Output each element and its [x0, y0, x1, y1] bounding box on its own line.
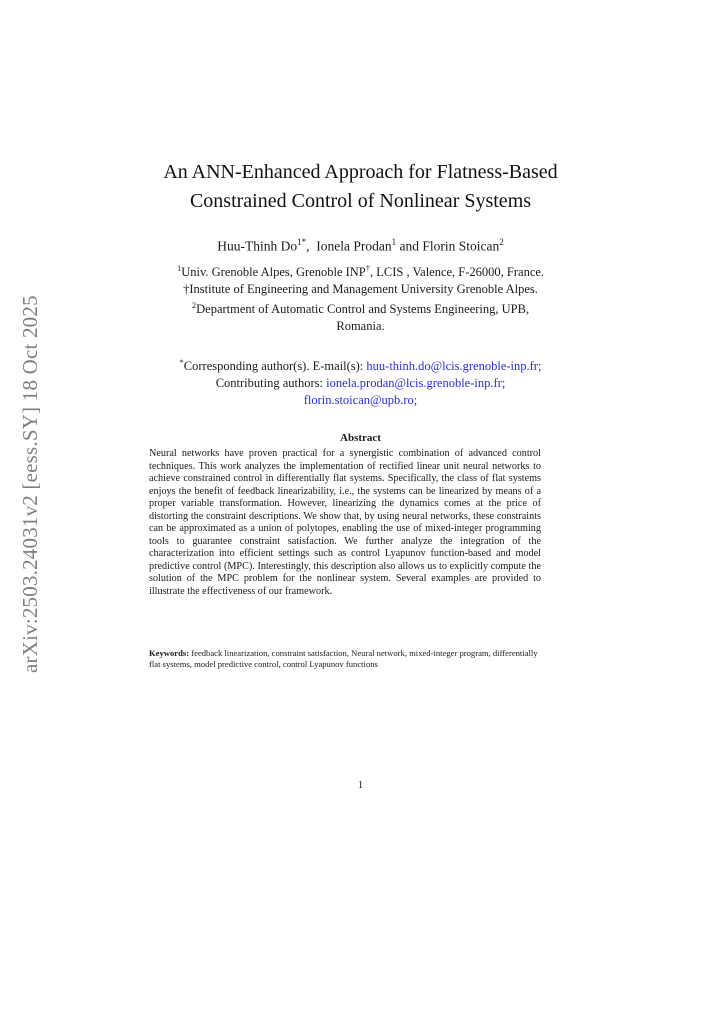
email-link-2[interactable]: ionela.prodan@lcis.grenoble-inp.fr; — [326, 376, 506, 391]
affiliation-1-text: Univ. Grenoble Alpes, Grenoble INP — [181, 265, 366, 280]
author-1: Huu-Thinh Do — [217, 238, 298, 254]
contributing-label: Contributing authors: — [215, 376, 323, 391]
affiliations — [0, 260, 721, 334]
keywords-text: feedback linearization, constraint satisfaction, Neural network, mixed-integer program, differentially flat systems, model predictive control, control Lyapunov functions — [149, 648, 538, 669]
affiliation-2-marker: 2 — [191, 300, 197, 311]
correspondence — [0, 354, 721, 409]
author-and: and — [399, 238, 419, 254]
author-3-marker: 2 — [499, 237, 504, 247]
keywords — [149, 648, 549, 669]
paper-title — [0, 158, 721, 216]
affiliation-2 — [0, 297, 721, 318]
author-3: Florin Stoican — [422, 238, 500, 254]
affiliation-2-cont: Romania. — [336, 318, 385, 333]
affiliation-1-dagger: † — [365, 263, 371, 273]
page-number: 1 — [357, 779, 364, 791]
email-link-3[interactable]: florin.stoican@upb.ro; — [303, 393, 418, 408]
author-list: Huu-Thinh $Do^{1*}$, Ionela Prodan$^1$ and Florin Stoican$^2$ — [217, 237, 504, 254]
corresponding-star: * — [179, 357, 184, 367]
email-link-1[interactable]: huu-thinh.do@lcis.grenoble-inp.fr; — [366, 359, 542, 374]
title-line-1: An ANN-Enhanced Approach for Flatness-Based — [163, 161, 558, 183]
corresponding-label: Corresponding author(s). E-mail(s): — [183, 359, 364, 374]
abstract-heading: Abstract — [340, 432, 381, 444]
affiliation-1-rest: , LCIS , Valence, F-26000, France. — [370, 265, 545, 280]
corresponding-line — [0, 354, 721, 375]
abstract-body: Neural networks have proven practical for a synergistic combination of advanced control techniques. This work analyzes the implementation of rectified linear unit neural networks to achieve constrained control in differentially flat systems. Specifically, the class of flat systems enjoys the benefit of feedback linearizability, i.e., the systems can be linearized by means of a proper variable transformation. However, linearizing the dynamics comes at the price of distorting the constraint descriptions. We show that, by using neural networks, these constraints can be approximated as a union of polytopes, enabling the use of mixed-integer programming tools to guarantee constraint satisfaction. We further analyze the integration of the characterization into efficient settings such as control Lyapunov function-based and model predictive control (MPC). Interestingly, this description also allows us to explicitly compute the solution of the MPC problem for the nonlinear system. Several examples are provided to illustrate the effectiveness of our framework. — [149, 448, 541, 597]
arxiv-stamp: arXiv:2503.24031v2 [eess.SY] 18 Oct 2025 — [18, 295, 42, 673]
affiliation-1 — [0, 260, 721, 281]
title-line-2: Constrained Control of Nonlinear Systems — [189, 190, 532, 212]
affiliation-2-text: Department of Automatic Control and Systems Engineering, UPB, — [196, 302, 530, 317]
affiliation-dagger: †Institute of Engineering and Management University Grenoble Alpes. — [183, 281, 538, 296]
author-2-marker: 1 — [391, 237, 397, 247]
author-2: Ionela Prodan — [316, 238, 392, 254]
contributing-line-2 — [0, 392, 721, 409]
affiliation-1-marker: 1 — [176, 263, 182, 273]
keywords-label: Keywords: — [149, 648, 190, 658]
contributing-line — [0, 375, 721, 392]
author-1-marker: 1* — [297, 237, 307, 247]
